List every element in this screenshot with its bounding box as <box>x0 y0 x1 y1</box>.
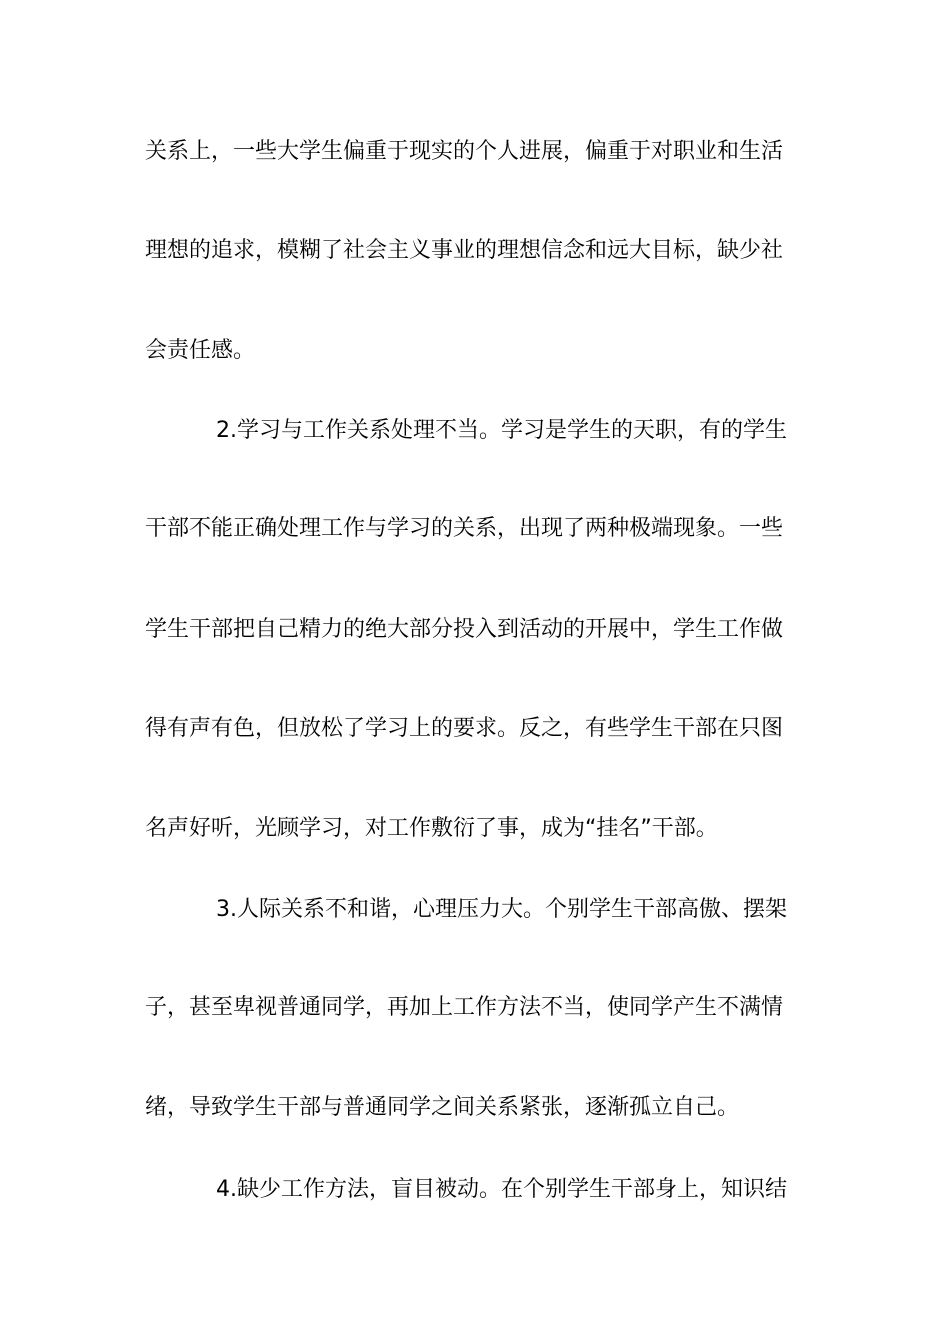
paragraph-line: 得有声有色，但放松了学习上的要求。反之，有些学生干部在只图 <box>145 716 784 741</box>
paragraph-line: 理想的追求，模糊了社会主义事业的理想信念和远大目标，缺少社 <box>145 238 784 263</box>
paragraph-line: 干部不能正确处理工作与学习的关系，出现了两种极端现象。一些 <box>145 516 784 541</box>
paragraph-line: 绪，导致学生干部与普通同学之间关系紧张，逐渐孤立自己。 <box>145 1095 740 1120</box>
paragraph-line: 3.人际关系不和谐，心理压力大。个别学生干部高傲、摆架 <box>216 897 787 922</box>
paragraph-line: 2.学习与工作关系处理不当。学习是学生的天职，有的学生 <box>216 418 787 443</box>
paragraph-line: 名声好听，光顾学习，对工作敷衍了事，成为“挂名”干部。 <box>145 816 718 841</box>
paragraph-line: 子，甚至卑视普通同学，再加上工作方法不当，使同学产生不满情 <box>145 995 784 1020</box>
paragraph-line: 关系上，一些大学生偏重于现实的个人进展，偏重于对职业和生活 <box>145 139 784 164</box>
paragraph-line: 学生干部把自己精力的绝大部分投入到活动的开展中，学生工作做 <box>145 617 784 642</box>
paragraph-line: 会责任感。 <box>145 338 256 363</box>
paragraph-line: 4.缺少工作方法，盲目被动。在个别学生干部身上，知识结 <box>216 1177 787 1202</box>
